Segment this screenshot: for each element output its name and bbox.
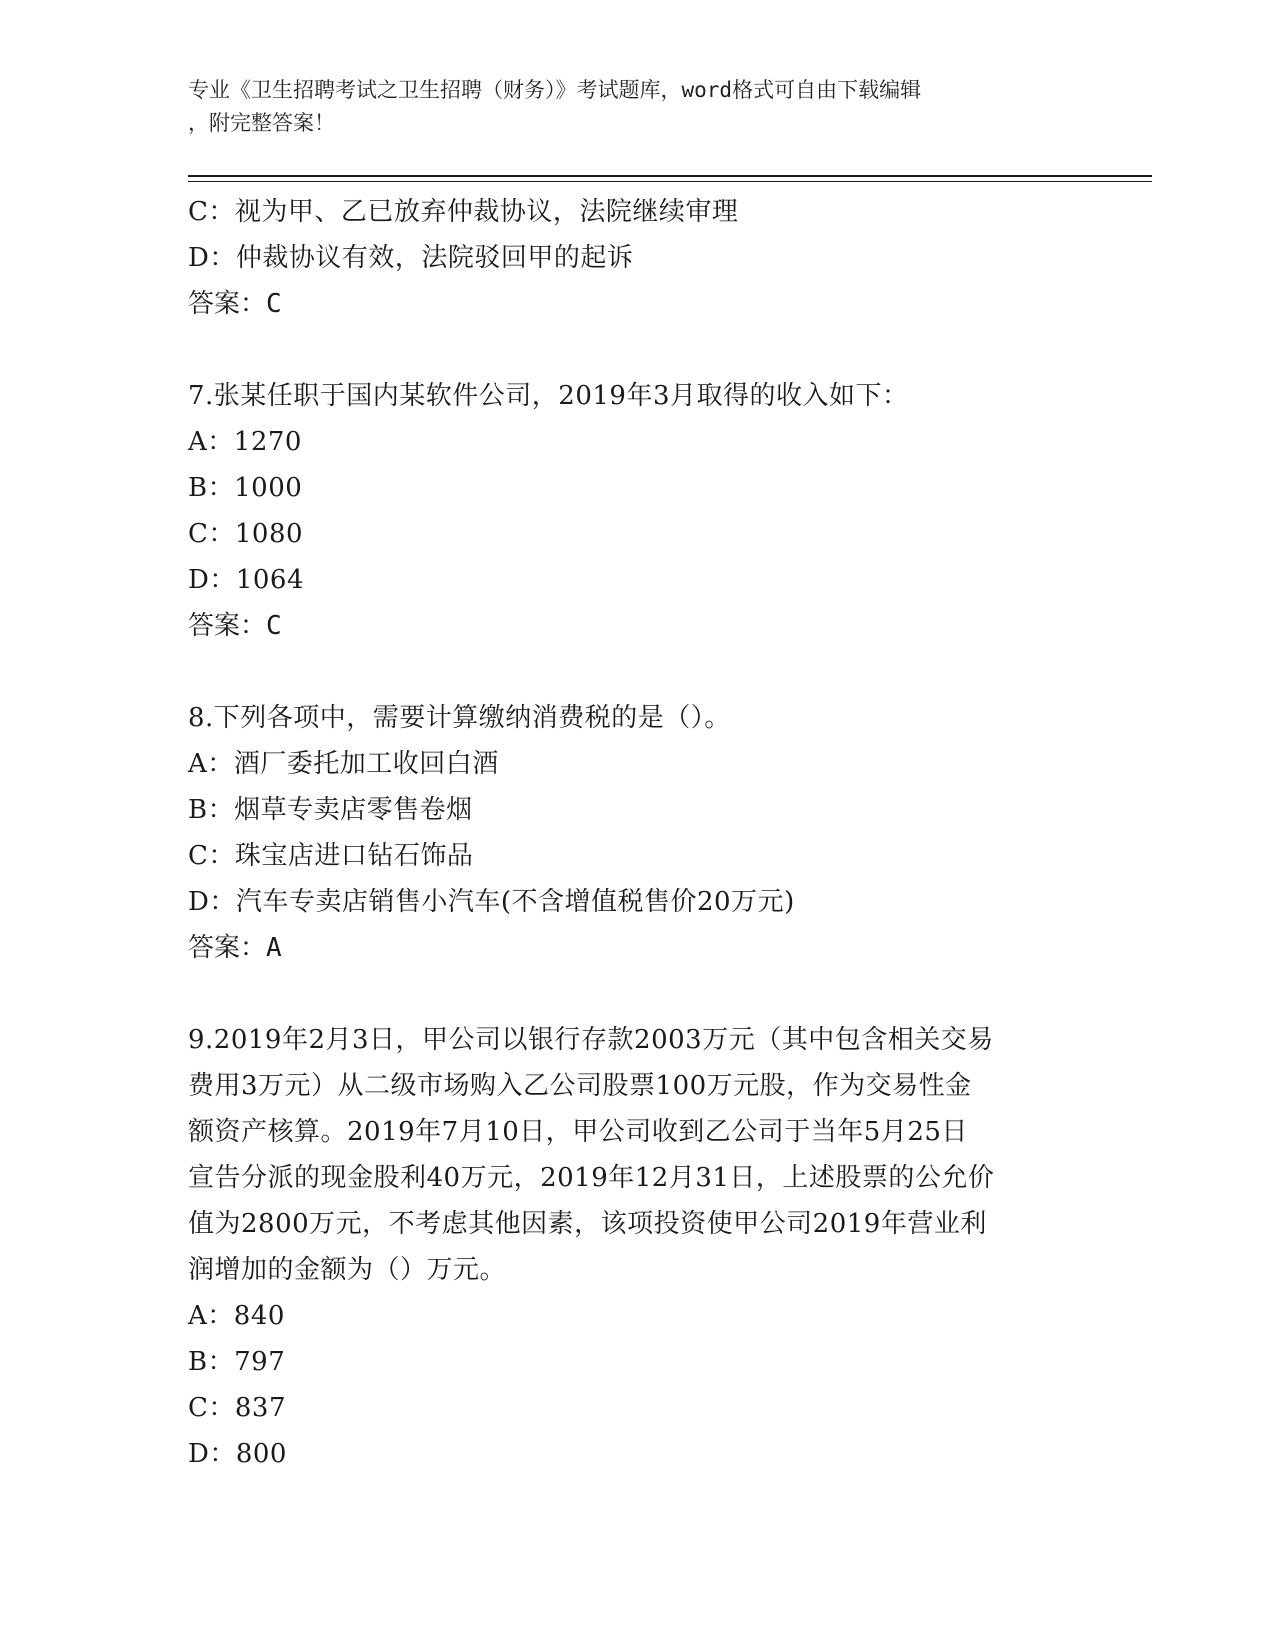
header-rule-thick	[188, 175, 1152, 177]
question-9-block	[188, 1017, 1088, 1477]
q8-question: 8.下列各项中，需要计算缴纳消费税的是（）。	[188, 703, 731, 733]
q8-option-d: D：汽车专卖店销售小汽车(不含增值税售价20万元)	[188, 887, 795, 917]
q9-question-line: 润增加的金额为（）万元。	[188, 1255, 507, 1285]
q8-option-b: B：烟草专卖店零售卷烟	[188, 795, 473, 825]
q9-option-c: C：837	[188, 1393, 287, 1423]
question-6-block	[188, 189, 1088, 327]
spacer	[188, 327, 1088, 373]
spacer	[188, 971, 1088, 1017]
q9-option-a: A：840	[188, 1301, 285, 1331]
q6-option-c: C：视为甲、乙已放弃仲裁协议，法院继续审理	[188, 197, 739, 227]
q8-option-c: C：珠宝店进口钻石饰品	[188, 841, 474, 871]
q7-option-d: D：1064	[188, 565, 305, 595]
q7-answer: 答案：C	[188, 611, 282, 641]
header-rule-thin	[188, 181, 1152, 182]
header-line-2: ，附完整答案！	[188, 111, 335, 135]
question-8-block	[188, 695, 1088, 971]
q6-option-d: D：仲裁协议有效，法院驳回甲的起诉	[188, 243, 634, 273]
q9-option-d: D：800	[188, 1439, 287, 1469]
q9-option-b: B：797	[188, 1347, 286, 1377]
q8-option-a: A：酒厂委托加工收回白酒	[188, 749, 499, 779]
q9-question-line: 额资产核算。2019年7月10日，甲公司收到乙公司于当年5月25日	[188, 1117, 968, 1147]
q7-option-a: A：1270	[188, 427, 302, 457]
q6-answer: 答案：C	[188, 289, 282, 319]
question-7-block	[188, 373, 1088, 649]
q7-question: 7.张某任职于国内某软件公司，2019年3月取得的收入如下：	[188, 381, 909, 411]
q7-option-b: B：1000	[188, 473, 303, 503]
document-header	[188, 74, 1088, 140]
q9-question-line: 值为2800万元，不考虑其他因素，该项投资使甲公司2019年营业利	[188, 1209, 987, 1239]
q9-question-line: 9.2019年2月3日，甲公司以银行存款2003万元（其中包含相关交易	[188, 1025, 994, 1055]
spacer	[188, 649, 1088, 695]
q9-question-line: 费用3万元）从二级市场购入乙公司股票100万元股，作为交易性金	[188, 1071, 972, 1101]
header-line-1: 专业《卫生招聘考试之卫生招聘（财务）》考试题库，word格式可自由下载编辑	[188, 78, 922, 102]
q7-option-c: C：1080	[188, 519, 304, 549]
q8-answer: 答案：A	[188, 933, 282, 963]
q9-question-line: 宣告分派的现金股利40万元，2019年12月31日，上述股票的公允价	[188, 1163, 995, 1193]
document-body	[188, 189, 1088, 1477]
